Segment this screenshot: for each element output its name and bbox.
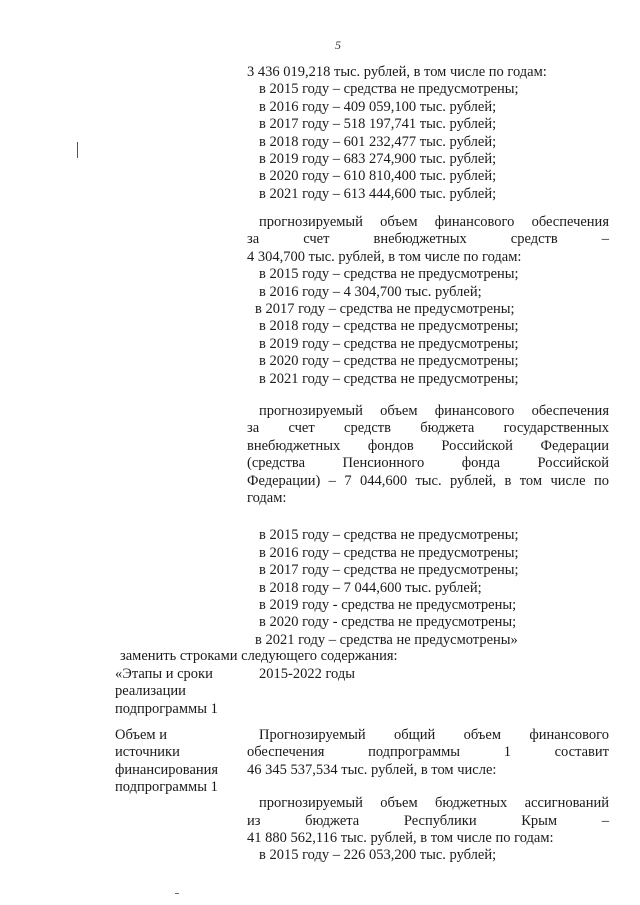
- year-line: в 2016 году – средства не предусмотрены;: [259, 544, 519, 561]
- paragraph-line: прогнозируемый объем финансового обеспечения: [259, 403, 609, 419]
- budget-years-block: [247, 64, 609, 203]
- paragraph-line: за счет средств бюджета государственных: [247, 420, 609, 437]
- paragraph-line: 46 345 537,534 тыс. рублей, в том числе:: [247, 761, 497, 778]
- budget-total-line: 3 436 019,218 тыс. рублей, в том числе по годам:: [247, 64, 547, 80]
- paragraph-line: Федерации) – 7 044,600 тыс. рублей, в том числе по: [247, 472, 609, 489]
- year-line: в 2017 году – средства не предусмотрены;: [259, 562, 519, 579]
- funding-value: [247, 727, 609, 865]
- year-line: в 2016 году – 4 304,700 тыс. рублей;: [259, 283, 482, 300]
- year-line: в 2019 году - средства не предусмотрены;: [259, 597, 517, 614]
- label-line: Объем и: [115, 727, 167, 743]
- paragraph-line: за счет внебюджетных средств –: [247, 231, 609, 248]
- label-line: подпрограммы 1: [115, 779, 218, 796]
- label-line: реализации: [115, 683, 186, 700]
- label-line: «Этапы и сроки: [115, 666, 213, 682]
- year-line: в 2019 году – средства не предусмотрены;: [259, 335, 519, 352]
- year-line: в 2015 году – 226 053,200 тыс. рублей;: [259, 847, 497, 864]
- year-line: в 2017 году – средства не предусмотрены;: [255, 301, 515, 318]
- year-line: в 2021 году – 613 444,600 тыс. рублей;: [259, 185, 497, 202]
- year-line: в 2021 году – средства не предусмотрены;: [259, 370, 519, 387]
- year-line: в 2020 году – средства не предусмотрены;: [259, 353, 519, 370]
- paragraph-line: прогнозируемый объем финансового обеспечения: [259, 214, 609, 230]
- year-line: в 2019 году – 683 274,900 тыс. рублей;: [259, 151, 497, 168]
- page-number: 5: [335, 38, 341, 52]
- year-line: в 2015 году – средства не предусмотрены;: [259, 81, 519, 98]
- year-line: в 2017 году – 518 197,741 тыс. рублей;: [259, 116, 497, 133]
- paragraph-line: обеспечения подпрограммы 1 составит: [247, 744, 609, 761]
- pension-fund-block: [247, 403, 609, 649]
- year-line: в 2020 году - средства не предусмотрены;: [259, 614, 517, 631]
- year-line: в 2016 году – 409 059,100 тыс. рублей;: [259, 98, 497, 115]
- label-line: финансирования: [115, 761, 219, 778]
- year-line: в 2020 году – 610 810,400 тыс. рублей;: [259, 168, 497, 185]
- margin-mark: [77, 142, 78, 158]
- year-line: в 2015 году – средства не предусмотрены;: [259, 266, 519, 283]
- paragraph-line: из бюджета Республики Крым –: [247, 812, 609, 829]
- paragraph-line: 4 304,700 тыс. рублей, в том числе по годам:: [247, 248, 522, 265]
- stages-value: [247, 666, 609, 683]
- bottom-mark: [175, 893, 179, 894]
- year-line: в 2018 году – средства не предусмотрены;: [259, 318, 519, 335]
- paragraph-line: Прогнозируемый общий объем финансового: [259, 727, 609, 743]
- label-line: источники: [115, 744, 180, 761]
- year-line: в 2015 году – средства не предусмотрены;: [259, 527, 519, 544]
- extrabudgetary-block: [247, 214, 609, 388]
- paragraph-line: прогнозируемый объем бюджетных ассигнований: [259, 795, 609, 812]
- paragraph-line: внебюджетных фондов Российской Федерации: [247, 437, 609, 454]
- year-line: в 2018 году – 601 232,477 тыс. рублей;: [259, 133, 497, 150]
- label-line: подпрограммы 1: [115, 700, 218, 717]
- paragraph-line: 41 880 562,116 тыс. рублей, в том числе по годам:: [247, 830, 554, 847]
- funding-label: [115, 727, 240, 797]
- replace-sentence: заменить строками следующего содержания:: [120, 648, 398, 664]
- paragraph-line: (средства Пенсионного фонда Российской: [247, 455, 609, 472]
- paragraph-line: годам:: [247, 490, 287, 507]
- stages-label: [115, 666, 240, 718]
- stages-value-text: 2015-2022 годы: [259, 666, 355, 682]
- year-line: в 2018 году – 7 044,600 тыс. рублей;: [259, 579, 482, 596]
- year-line: в 2021 году – средства не предусмотрены»: [255, 631, 518, 648]
